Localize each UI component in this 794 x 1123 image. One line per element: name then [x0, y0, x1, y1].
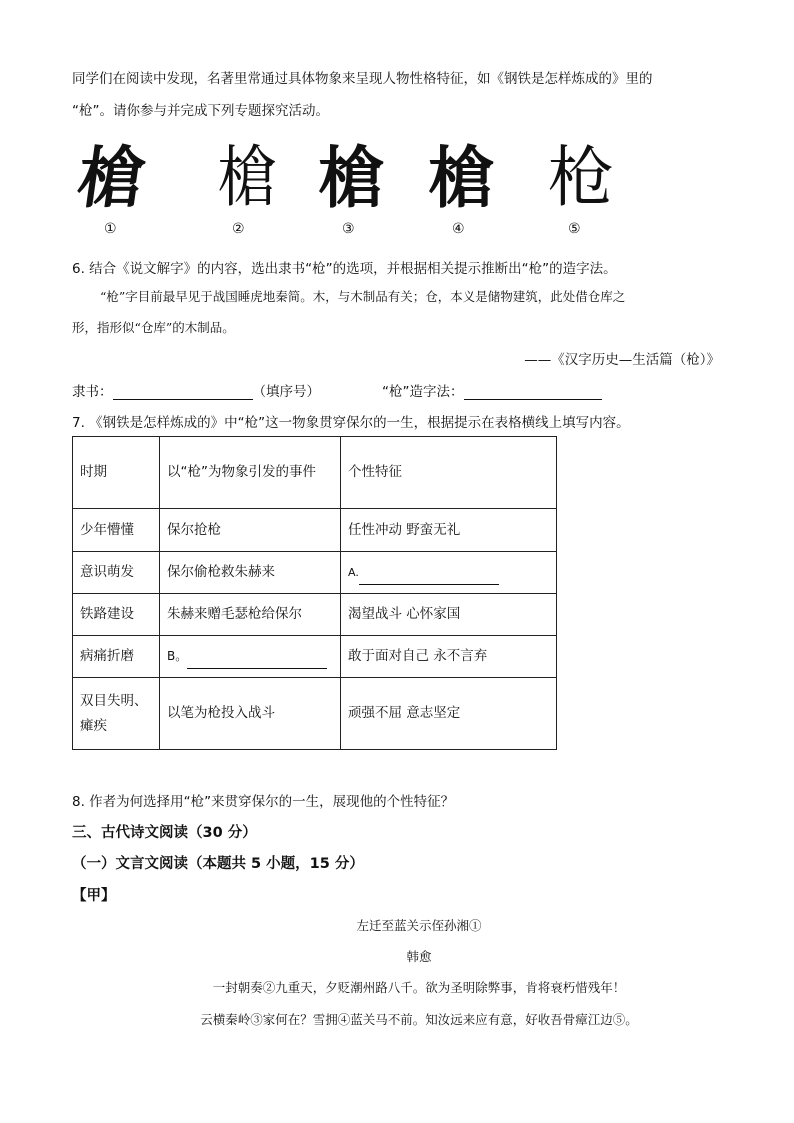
cell-period: 双目失明、瘫疾 [73, 678, 160, 750]
cell-period: 少年懵懂 [73, 509, 160, 552]
glyph-1: 槍 [72, 139, 144, 217]
lishu-answer-blank[interactable] [113, 385, 253, 400]
quote-source: ——《汉字历史—生活篇（枪）》 [524, 352, 720, 368]
cell-event-blank-b [160, 636, 341, 678]
glyph-number-5: ⑤ [568, 221, 581, 237]
cell-trait: 任性冲动 野蛮无礼 [341, 509, 557, 552]
cell-period: 铁路建设 [73, 594, 160, 636]
cell-event: 保尔偷枪救朱赫来 [160, 552, 341, 594]
blank-a-label: A. [348, 566, 359, 579]
blank-a-line[interactable] [359, 570, 499, 585]
question-7: 7. 《钢铁是怎样炼成的》中“枪”这一物象贯穿保尔的一生，根据提示在表格横线上填写内容。 [72, 415, 630, 431]
calligraphy-glyph-row [72, 138, 638, 218]
cell-trait: 顽强不屈 意志坚定 [341, 678, 557, 750]
intro-line-2: “枪”。请你参与并完成下列专题探究活动。 [72, 103, 329, 119]
header-trait: 个性特征 [341, 437, 557, 509]
glyph-3: 槍 [318, 139, 384, 217]
passage-jia-label: 【甲】 [72, 888, 116, 904]
poem-line-2: 云横秦岭③家何在？雪拥④蓝关马不前。知汝远来应有意，好收吾骨瘴江边⑤。 [200, 1012, 638, 1027]
cell-trait: 敢于面对自己 永不言弃 [341, 636, 557, 678]
cell-period: 意识萌发 [73, 552, 160, 594]
zaozifa-label: “枪”造字法： [382, 384, 464, 400]
table-row [73, 552, 557, 594]
header-period: 时期 [73, 437, 160, 509]
quote-line-1: “枪”字目前最早见于战国睡虎地秦简。木，与木制品有关；仓，本义是储物建筑，此处借仓库之 [100, 289, 626, 304]
glyph-number-3: ③ [342, 221, 355, 237]
cell-event: 保尔抢枪 [160, 509, 341, 552]
q7-table [72, 436, 557, 750]
poem-author: 韩愈 [406, 949, 432, 964]
glyph-4: 槍 [428, 139, 494, 217]
glyph-number-1: ① [104, 221, 117, 237]
header-event: 以“枪”为物象引发的事件 [160, 437, 341, 509]
lishu-label: 隶书： [72, 384, 113, 400]
subsection-1-title: （一）文言文阅读（本题共 5 小题，15 分） [72, 856, 364, 872]
table-row [73, 509, 557, 552]
table-header-row [73, 437, 557, 509]
cell-period: 病痛折磨 [73, 636, 160, 678]
question-8: 8. 作者为何选择用“枪”来贯穿保尔的一生，展现他的个性特征？ [72, 794, 455, 810]
cell-event: 以笔为枪投入战斗 [160, 678, 341, 750]
table-row [73, 636, 557, 678]
cell-event: 朱赫来赠毛瑟枪给保尔 [160, 594, 341, 636]
lishu-hint: （填序号） [252, 384, 320, 400]
q6-answer-row [72, 380, 602, 400]
table-row [73, 678, 557, 750]
quote-line-2: 形，指形似“仓库”的木制品。 [72, 320, 235, 335]
blank-b-label: B。 [167, 649, 188, 663]
glyph-5: 枪 [548, 139, 614, 216]
glyph-2: 槍 [217, 139, 277, 216]
question-6: 6. 结合《说文解字》的内容，选出隶书“枪”的选项，并根据相关提示推断出“枪”的造字法。 [72, 261, 617, 277]
poem-title: 左迁至蓝关示侄孙湘① [356, 918, 482, 933]
blank-b-line[interactable] [187, 654, 327, 669]
glyph-number-2: ② [232, 221, 245, 237]
poem-line-1: 一封朝奏②九重天，夕贬潮州路八千。欲为圣明除弊事，肯将衰朽惜残年！ [212, 980, 626, 995]
table-row [73, 594, 557, 636]
section-3-title: 三、古代诗文阅读（30 分） [72, 825, 257, 841]
cell-trait-blank-a [341, 552, 557, 594]
intro-line-1: 同学们在阅读中发现，名著里常通过具体物象来呈现人物性格特征，如《钢铁是怎样炼成的》里的 [72, 71, 653, 87]
cell-trait: 渴望战斗 心怀家国 [341, 594, 557, 636]
glyph-number-4: ④ [452, 221, 465, 237]
zaozifa-answer-blank[interactable] [464, 385, 602, 400]
